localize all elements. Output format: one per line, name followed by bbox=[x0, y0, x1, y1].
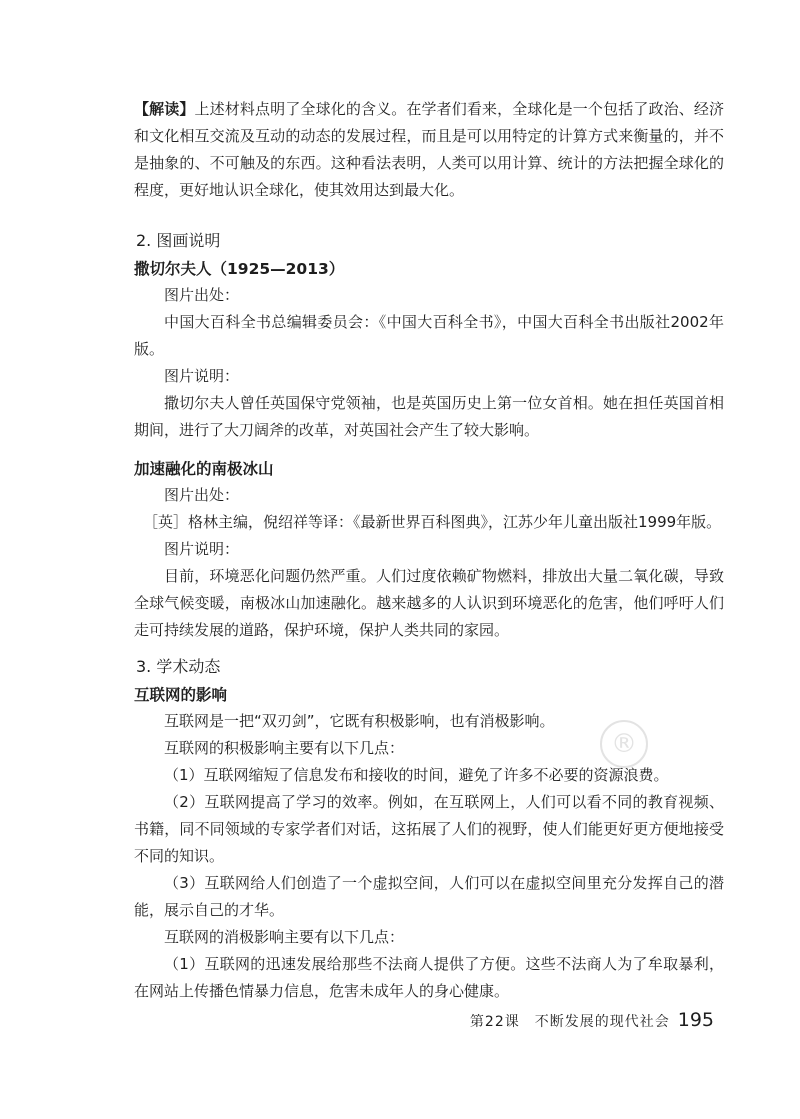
item1-desc: 撒切尔夫人曾任英国保守党领袖，也是英国历史上第一位女首相。她在担任英国首相期间，进行了大刀阔斧的改革，对英国社会产生了较大影响。 bbox=[134, 394, 724, 439]
section3-p5: （3）互联网给人们创造了一个虚拟空间，人们可以在虚拟空间里充分发挥自己的潜能，展示自己的才华。 bbox=[134, 874, 724, 919]
section3-heading: 3. 学术动态 bbox=[136, 657, 221, 676]
intro-text: 上述材料点明了全球化的含义。在学者们看来，全球化是一个包括了政治、经济和文化相互交流及互动的动态的发展过程，而且是可以用特定的计算方式来衡量的，并不是抽象的、不可触及的东西。这种看法表明，人类可以用计算、统计的方法把握全球化的程度，更好地认识全球化，使其效用达到最大化。 bbox=[134, 100, 724, 199]
item2-desc: 目前，环境恶化问题仍然严重。人们过度依赖矿物燃料，排放出大量二氧化碳，导致全球气候变暖，南极冰山加速融化。越来越多的人认识到环境恶化的危害，他们呼吁人们走可持续发展的道路，保护环境，保护人类共同的家园。 bbox=[134, 567, 724, 639]
footer-lesson: 第22课 不断发展的现代社会 bbox=[469, 1014, 670, 1030]
section3-p2: 互联网的积极影响主要有以下几点： bbox=[164, 739, 405, 757]
item1-title: 撒切尔夫人（1925—2013） bbox=[134, 260, 345, 278]
item1-source-label: 图片出处： bbox=[164, 286, 240, 304]
section3-title: 互联网的影响 bbox=[134, 686, 228, 704]
page-number: 195 bbox=[677, 1009, 714, 1031]
section3-p7: （1）互联网的迅速发展给那些不法商人提供了方便。这些不法商人为了牟取暴利，在网站上传播色情暴力信息，危害未成年人的身心健康。 bbox=[134, 955, 724, 1000]
item2-desc-label: 图片说明： bbox=[164, 540, 240, 558]
item1-body bbox=[134, 282, 724, 444]
section3-p3: （1）互联网缩短了信息发布和接收的时间，避免了许多不必要的资源浪费。 bbox=[164, 766, 669, 784]
item2-source-label: 图片出处： bbox=[164, 486, 240, 504]
item2-title: 加速融化的南极冰山 bbox=[134, 460, 274, 478]
section2-heading: 2. 图画说明 bbox=[136, 231, 221, 250]
intro-paragraph bbox=[134, 96, 724, 204]
page-footer bbox=[470, 1009, 714, 1031]
section3-p6: 互联网的消极影响主要有以下几点： bbox=[164, 928, 405, 946]
item1-source: 中国大百科全书总编辑委员会：《中国大百科全书》，中国大百科全书出版社2002年版。 bbox=[134, 313, 724, 358]
item1-desc-label: 图片说明： bbox=[164, 367, 240, 385]
intro-label: 【解读】 bbox=[134, 100, 195, 118]
item2-source: ［英］格林主编，倪绍祥等译：《最新世界百科图典》，江苏少年儿童出版社1999年版。 bbox=[143, 513, 722, 531]
section3-p4: （2）互联网提高了学习的效率。例如，在互联网上，人们可以看不同的教育视频、书籍，同不同领域的专家学者们对话，这拓展了人们的视野，使人们能更好更方便地接受不同的知识。 bbox=[134, 793, 724, 865]
registered-watermark-icon: ® bbox=[600, 720, 648, 768]
item2-body bbox=[134, 482, 724, 644]
section3-p1: 互联网是一把“双刃剑”，它既有积极影响，也有消极影响。 bbox=[164, 712, 555, 730]
